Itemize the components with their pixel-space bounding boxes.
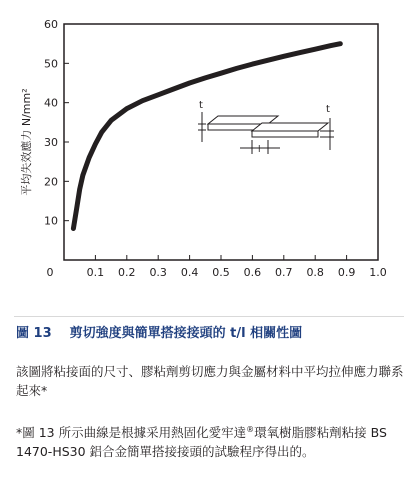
- y-tick-label: 20: [44, 175, 58, 189]
- caption-divider: [14, 316, 404, 317]
- x-tick-label: 0.2: [118, 266, 136, 279]
- inset-label-t-right: t: [326, 104, 330, 115]
- figure-caption: [16, 322, 302, 341]
- inset-label-t-left: t: [199, 100, 203, 111]
- x-tick-label: 0.1: [86, 266, 105, 279]
- x-tick-label: 0.9: [337, 266, 356, 279]
- registered-mark: ®: [246, 425, 255, 434]
- x-tick-label: 0.7: [275, 266, 293, 279]
- x-tick-label: 0: [46, 266, 54, 279]
- lap-plate-lower: [252, 123, 328, 131]
- x-tick-label: 0.6: [243, 266, 262, 279]
- footnote-text-end: 環氧樹脂膠粘劑粘接 BS 1470-HS30 鋁合金簡單搭接接頭的試驗程序得出的。: [16, 425, 387, 460]
- lap-plate-lower-edge: [252, 131, 318, 137]
- lap-joint-diagram: [198, 112, 334, 154]
- y-axis: [44, 18, 69, 228]
- x-tick-label: 0.3: [149, 266, 167, 279]
- x-tick-label: 0.8: [306, 266, 324, 279]
- footnote-paragraph: [16, 420, 408, 461]
- y-tick-label: 60: [44, 18, 58, 31]
- description-paragraph: 該圖將粘接面的尺寸、膠粘劑剪切應力與金屬材料中平均拉伸應力聯系起來*: [16, 364, 404, 398]
- inset-label-l: l: [258, 145, 261, 155]
- footnote-text-start: *圖 13 所示曲線是根據采用熱固化愛牢達: [16, 425, 247, 441]
- y-tick-label: 30: [44, 136, 58, 149]
- figure-number: 圖 13: [16, 326, 52, 341]
- plot-frame: [64, 24, 378, 260]
- x-tick-label: 0.4: [180, 266, 199, 279]
- figure-title: 剪切強度與簡單搭接接頭的 t/l 相關性圖: [69, 326, 303, 341]
- x-tick-label: 1.0: [369, 266, 387, 279]
- y-tick-label: 50: [44, 57, 58, 71]
- y-tick-label: 10: [44, 214, 58, 228]
- y-axis-label: 平均失效應力 N/mm²: [20, 88, 33, 196]
- x-tick-label: 0.5: [212, 266, 230, 279]
- y-tick-label: 40: [44, 96, 58, 110]
- x-axis: [47, 255, 387, 279]
